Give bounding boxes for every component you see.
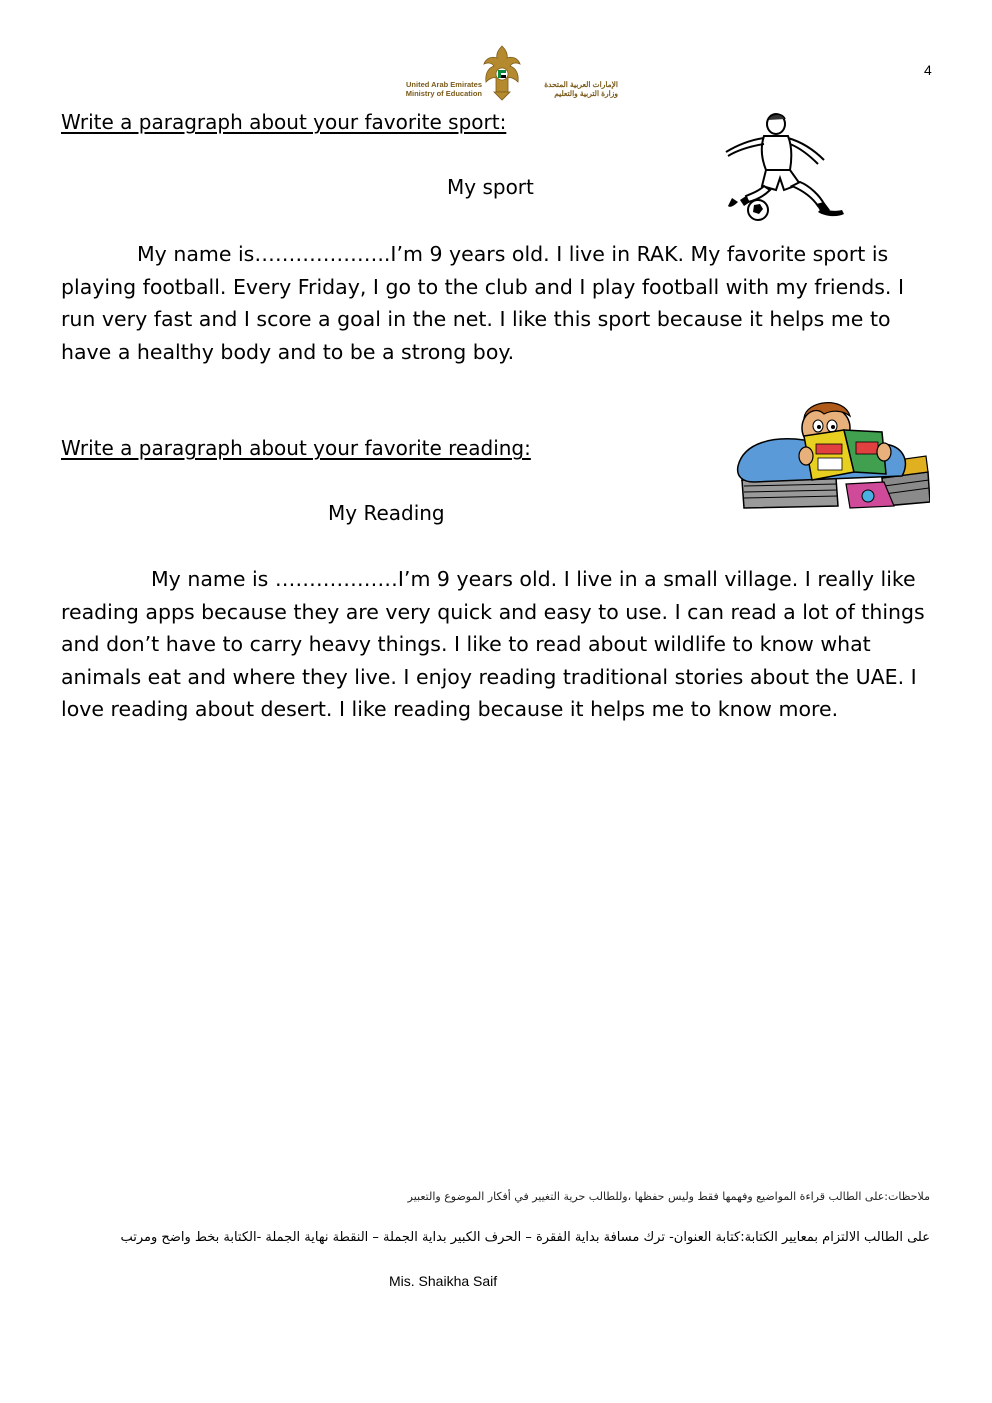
reading-title: My Reading [328,501,445,525]
notes-line-2: على الطالب الالتزام بمعايير الكتابة:كتابة العنوان- ترك مسافة بداية الفقرة – الحرف الكبير بداية الجملة – النقطة نهاية الجملة -الكتابة بخط واضح ومرتب [120,1230,930,1245]
teacher-signature: Mis. Shaikha Saif [389,1273,498,1289]
logo-arabic-text: الإمارات العربية المتحدة وزارة التربية والتعليم [544,80,618,98]
ministry-logo [392,44,622,106]
sport-paragraph: My name is………………..I’m 9 years old. I live in RAK. My favorite sport is playing football. Every Friday, I go to the club and I play football with my friends. I run very fast and I score a goal in the net. I like this sport because it helps me to have a healthy body and to be a strong boy. [61,242,905,364]
page-number: 4 [924,62,932,78]
sport-heading: Write a paragraph about your favorite sport: [61,110,507,134]
notes-line-1: ملاحظات:على الطالب قراءة المواضيع وفهمها فقط وليس حفظها ،وللطالب حرية التغيير في أفكار الموضوع والتعبير [407,1190,930,1203]
reading-paragraph: My name is ………………I’m 9 years old. I live in a small village. I really like reading apps because they are very quick and easy to use. I can read a lot of things and don’t have to carry heavy things. I like to read about wildlife to know what animals eat and where they live. I enjoy reading traditional stories about the UAE. I love reading about desert. I like reading because it helps me to know more. [61,567,925,721]
logo-english-text: United Arab Emirates Ministry of Education [405,80,482,98]
emirates-eagle-icon [482,44,522,106]
reading-heading: Write a paragraph about your favorite reading: [61,436,531,460]
football-player-illustration [706,110,852,222]
child-reading-illustration [734,392,930,510]
sport-title: My sport [447,175,534,199]
